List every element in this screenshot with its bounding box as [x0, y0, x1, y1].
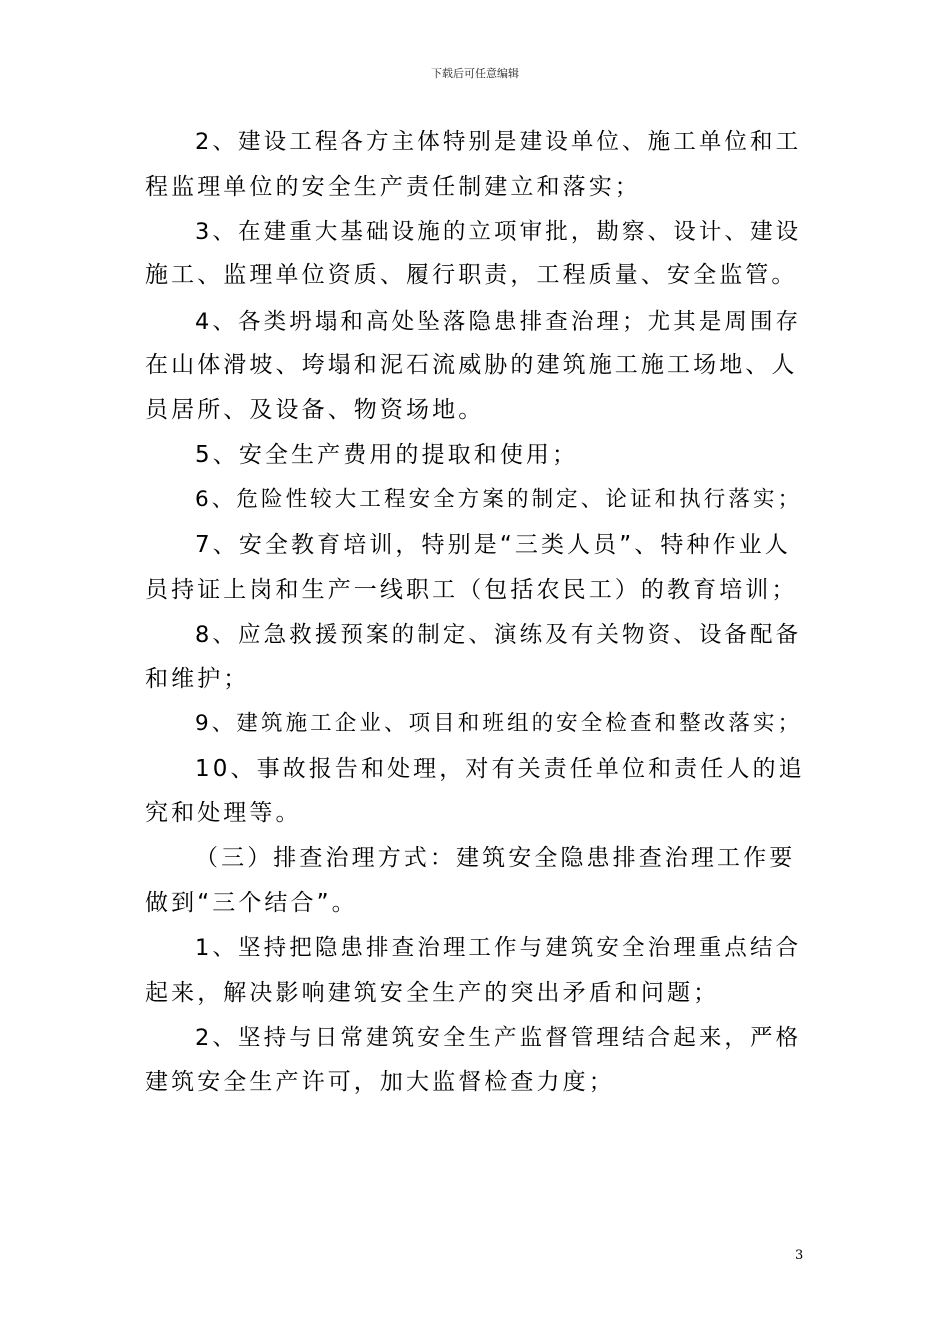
text-line: 5、安全生产费用的提取和使用；	[195, 442, 579, 468]
text-line: 建筑安全生产许可，加大监督检查力度；	[145, 1069, 615, 1095]
text-line: 和维护；	[145, 666, 250, 692]
text-line: 7、安全教育培训，特别是“三类人员”、特种作业人	[195, 532, 791, 558]
text-line: 6、危险性较大工程安全方案的制定、论证和执行落实；	[195, 487, 803, 512]
text-line: 施工、监理单位资质、履行职责，工程质量、安全监管。	[145, 262, 798, 288]
text-line: 1、坚持把隐患排查治理工作与建筑安全治理重点结合	[195, 935, 802, 961]
text-line: 究和处理等。	[145, 800, 302, 826]
text-line: （三）排查治理方式：建筑安全隐患排查治理工作要	[195, 845, 796, 871]
text-line: 3、在建重大基础设施的立项审批，勘察、设计、建设	[195, 219, 802, 245]
text-line: 10、事故报告和处理，对有关责任单位和责任人的追	[195, 756, 805, 782]
text-line: 4、各类坍塌和高处坠落隐患排查治理；尤其是周围存	[195, 309, 802, 335]
page-header-note: 下载后可任意编辑	[431, 67, 519, 80]
text-line: 起来，解决影响建筑安全生产的突出矛盾和问题；	[145, 980, 720, 1006]
text-line: 9、建筑施工企业、项目和班组的安全检查和整改落实；	[195, 711, 803, 736]
text-line: 2、建设工程各方主体特别是建设单位、施工单位和工	[195, 129, 802, 155]
text-line: 员居所、及设备、物资场地。	[145, 397, 485, 423]
page-number: 3	[795, 1248, 804, 1263]
text-line: 程监理单位的安全生产责任制建立和落实；	[145, 174, 641, 200]
text-line: 8、应急救援预案的制定、演练及有关物资、设备配备	[195, 622, 802, 648]
text-line: 在山体滑坡、垮塌和泥石流威胁的建筑施工施工场地、人	[145, 352, 798, 378]
text-line: 员持证上岗和生产一线职工（包括农民工）的教育培训；	[145, 577, 798, 603]
text-line: 2、坚持与日常建筑安全生产监督管理结合起来，严格	[195, 1025, 802, 1051]
text-line: 做到“三个结合”。	[145, 890, 358, 916]
